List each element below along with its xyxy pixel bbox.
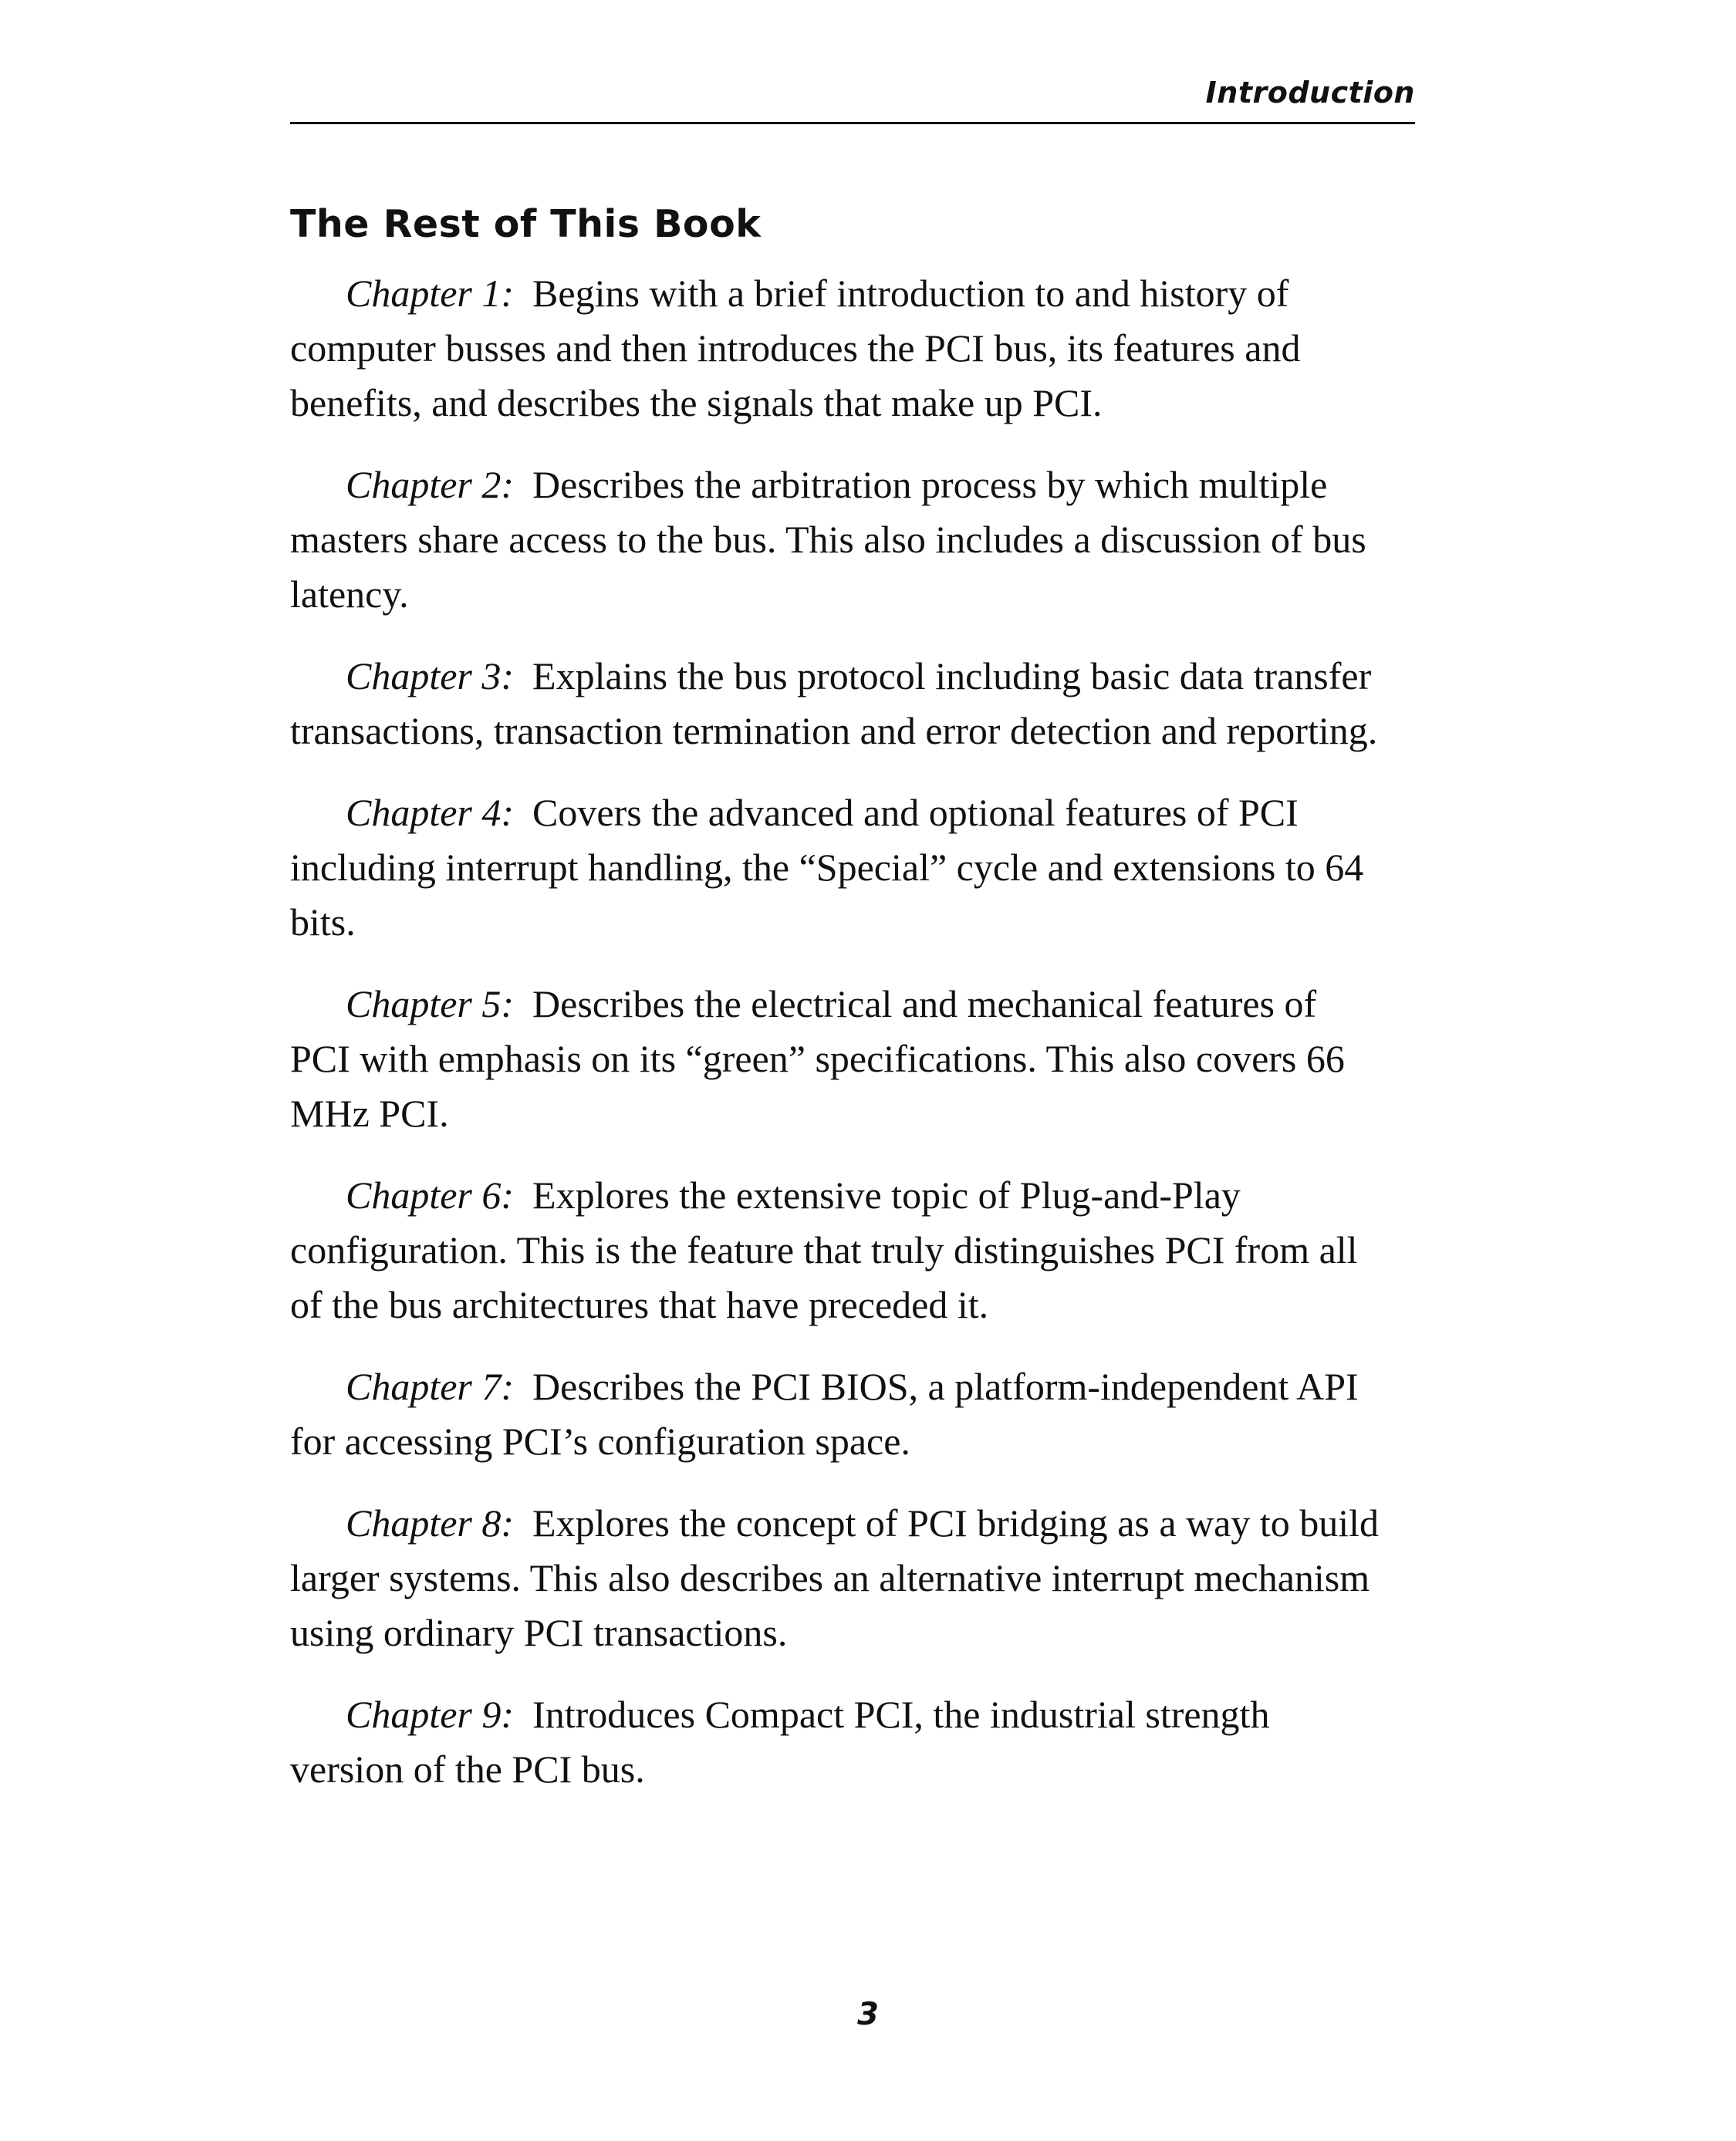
- chapter-entry-9: [290, 1687, 1386, 1797]
- chapter-label: Chapter 2:: [346, 463, 515, 506]
- chapter-description: Covers the advanced and optional features of PCI including interrupt handling, the “Special” cycle and extensions to 64 bits.: [290, 791, 1364, 944]
- chapter-description: Begins with a brief introduction to and history of computer busses and then introduces the PCI bus, its features and benefits, and describes the signals that make up PCI.: [290, 272, 1301, 424]
- chapter-entry-8: [290, 1496, 1386, 1660]
- chapter-label: Chapter 9:: [346, 1693, 515, 1736]
- chapter-label: Chapter 1:: [346, 272, 515, 315]
- chapter-label: Chapter 8:: [346, 1501, 515, 1545]
- running-header: [290, 74, 1415, 124]
- chapter-entry-7: [290, 1359, 1386, 1469]
- chapter-description: Explores the extensive topic of Plug-and-Play configuration. This is the feature that truly distinguishes PCI from all of the bus architectures that have preceded it.: [290, 1173, 1358, 1326]
- section-heading: The Rest of This Book: [290, 202, 762, 246]
- chapter-entry-1: [290, 266, 1386, 431]
- chapter-description: Explores the concept of PCI bridging as a way to build larger systems. This also describes an alternative interrupt mechanism using ordinary PCI transactions.: [290, 1501, 1380, 1654]
- chapter-label: Chapter 4:: [346, 791, 515, 834]
- chapter-description: Describes the arbitration process by which multiple masters share access to the bus. This also includes a discussion of bus latency.: [290, 463, 1366, 616]
- chapter-label: Chapter 3:: [346, 654, 515, 697]
- chapter-list: [290, 266, 1386, 1824]
- chapter-entry-4: [290, 785, 1386, 950]
- chapter-description: Explains the bus protocol including basic data transfer transactions, transaction termination and error detection and reporting.: [290, 654, 1378, 752]
- chapter-description: Describes the PCI BIOS, a platform-independent API for accessing PCI’s configuration space.: [290, 1365, 1359, 1463]
- chapter-entry-3: [290, 649, 1386, 758]
- chapter-entry-2: [290, 458, 1386, 622]
- page-number: 3: [857, 1997, 879, 2032]
- running-header-title: Introduction: [1205, 76, 1415, 110]
- chapter-entry-5: [290, 977, 1386, 1141]
- chapter-description: Describes the electrical and mechanical features of PCI with emphasis on its “green” specifications. This also covers 66 MHz PCI.: [290, 982, 1345, 1135]
- chapter-entry-6: [290, 1168, 1386, 1332]
- chapter-label: Chapter 6:: [346, 1173, 515, 1217]
- chapter-label: Chapter 5:: [346, 982, 515, 1025]
- chapter-label: Chapter 7:: [346, 1365, 515, 1408]
- chapter-description: Introduces Compact PCI, the industrial strength version of the PCI bus.: [290, 1693, 1270, 1791]
